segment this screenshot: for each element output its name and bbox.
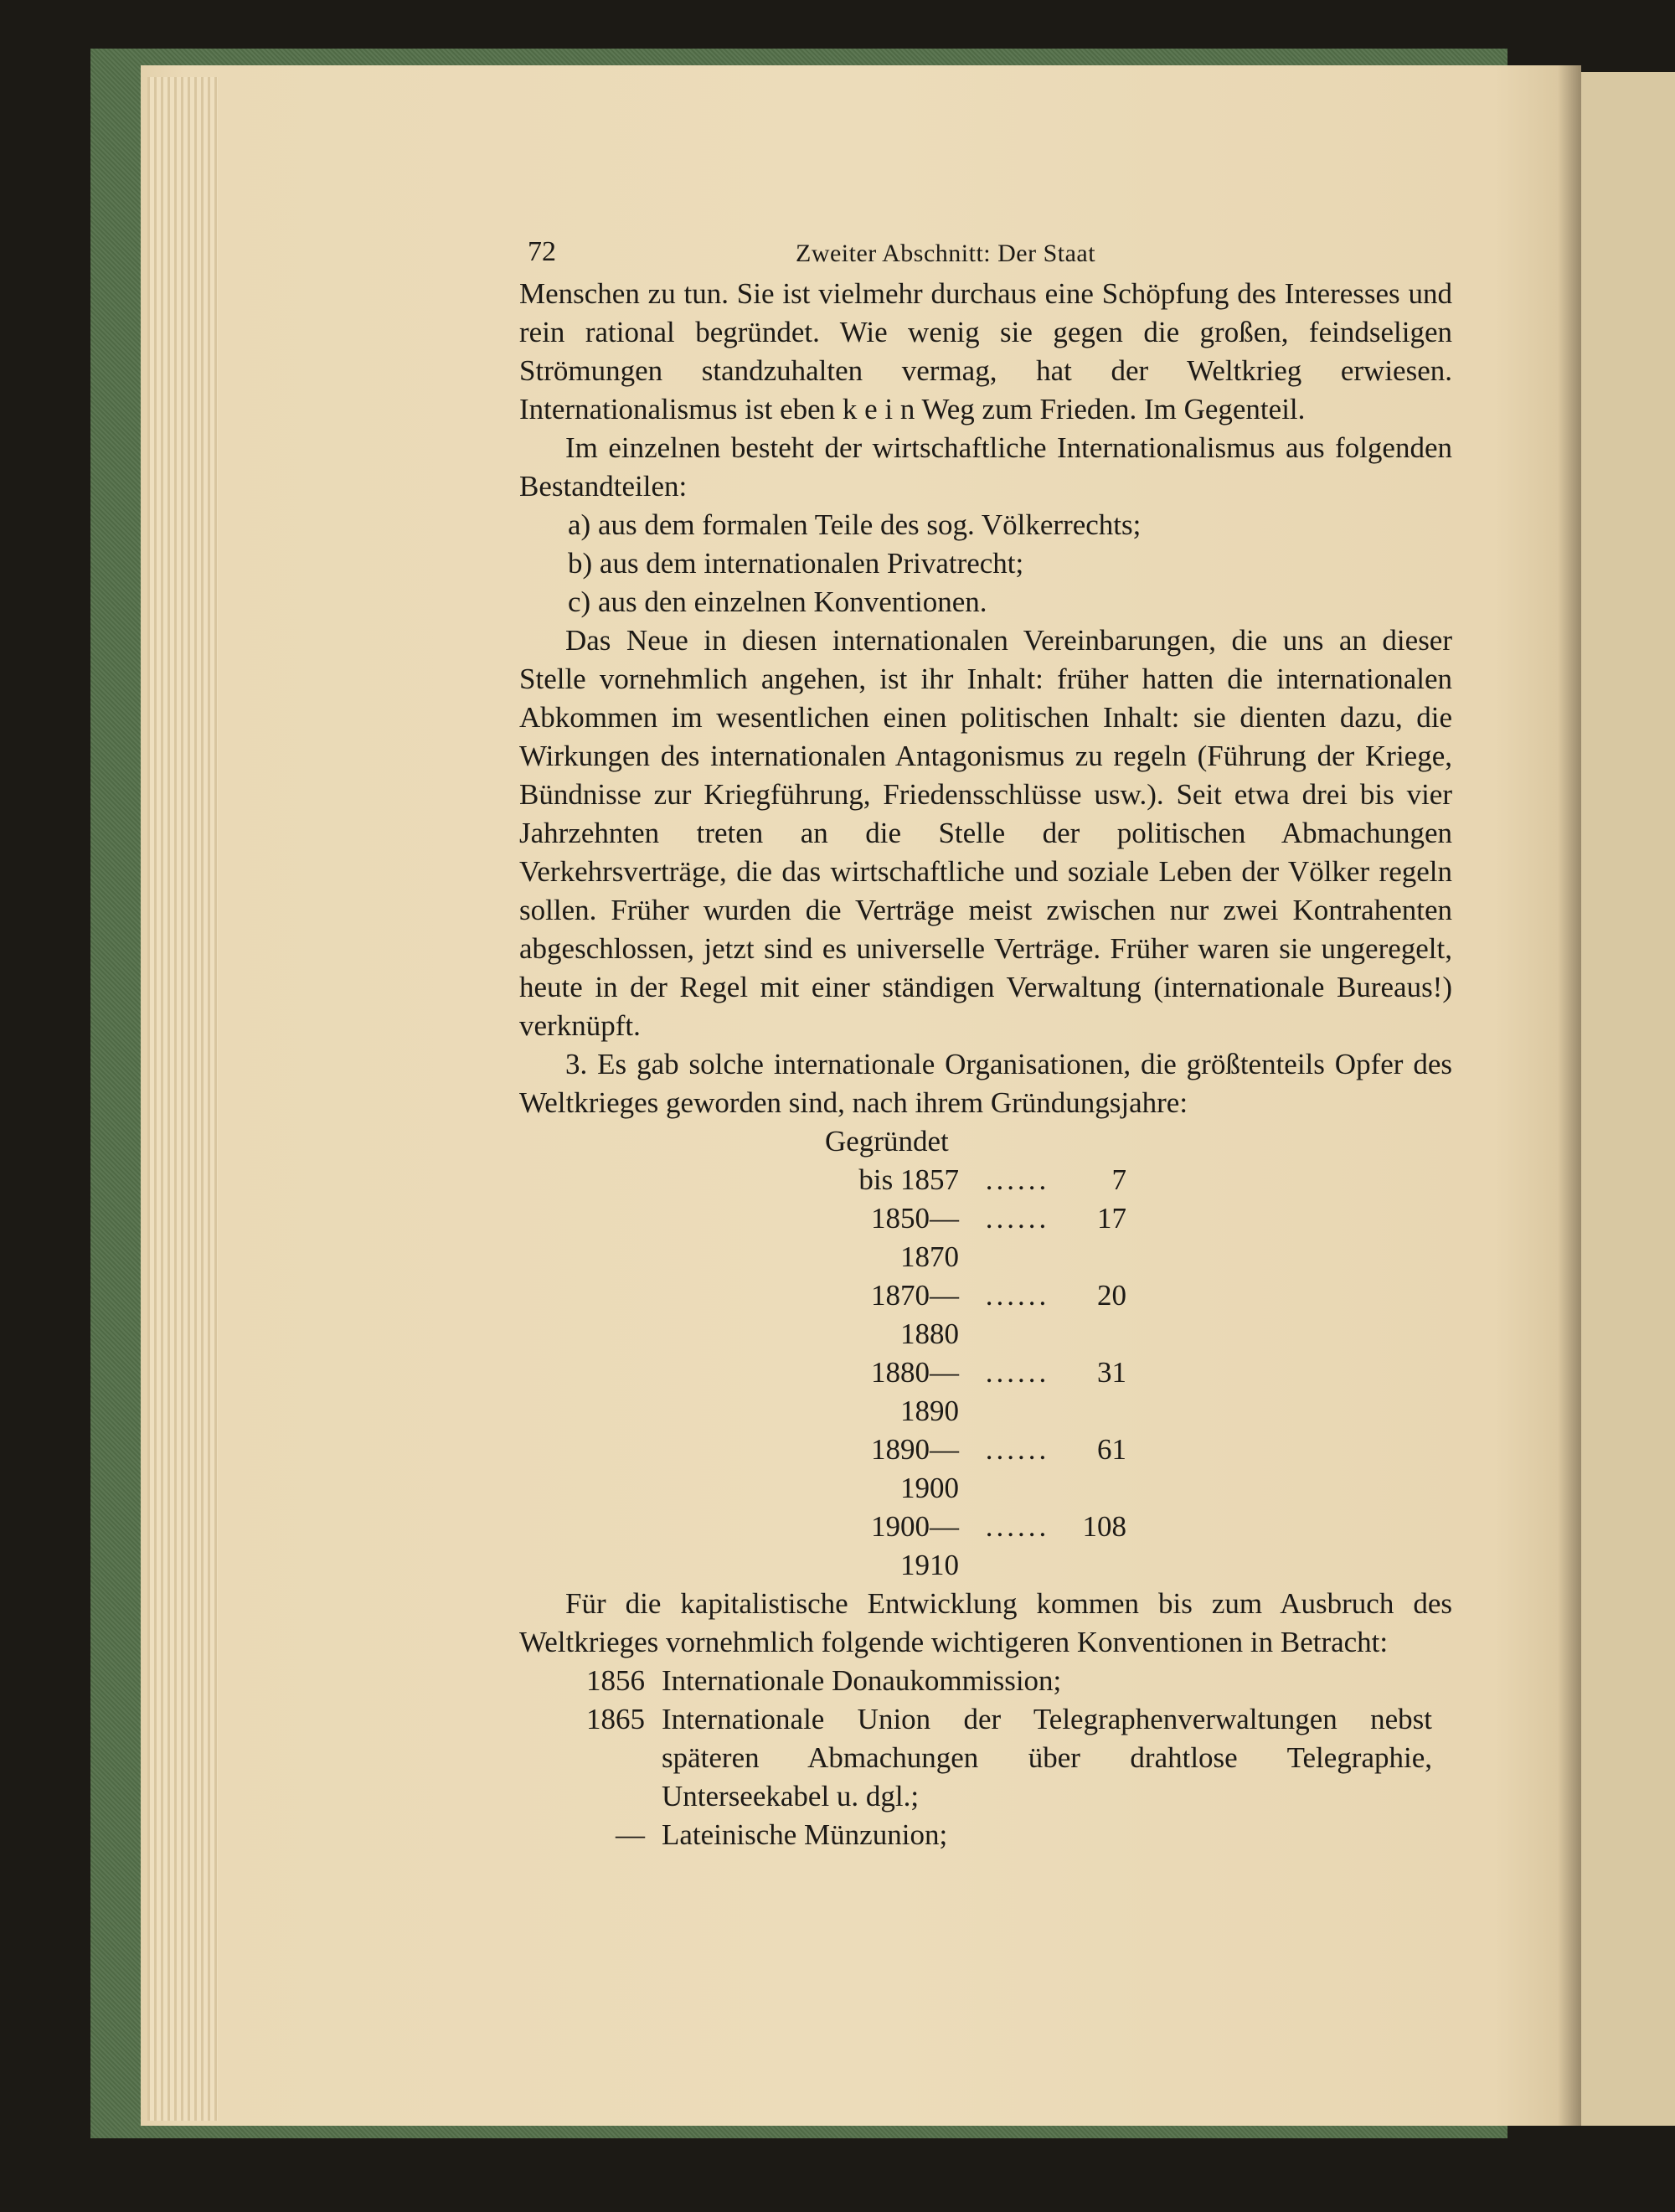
- leader-dots: ......: [985, 1433, 1050, 1466]
- convention-text: Lateinische Münzunion;: [662, 1818, 948, 1851]
- period-cell: 1890—1900: [871, 1433, 959, 1504]
- table-row: [817, 1431, 1452, 1508]
- list-item: [519, 1700, 1452, 1816]
- leader-dots: ......: [985, 1510, 1050, 1543]
- convention-text: Internationale Union der Telegraphenverwaltungen nebst späteren Abmachungen über drahtlose Telegraphie, Unterseekabel u. dgl.;: [662, 1703, 1432, 1812]
- convention-year: —: [616, 1818, 645, 1851]
- count-cell: 108: [1082, 1510, 1126, 1543]
- count-cell: 7: [1111, 1163, 1126, 1196]
- paragraph-agreements: Das Neue in diesen internationalen Vereinbarungen, die uns an dieser Stelle vornehmlich angehen, ist ihr Inhalt: früher hatten die internationalen Abkommen im wesentlichen einen politischen Inhalt: sie dienten dazu, die Wirkungen des internationalen Antagonismus zu regeln (Führung der Kriege, Bündnisse zur Kriegführung, Friedensschlüsse usw.). Seit etwa drei bis vier Jahrzehnten treten an die Stelle der politischen Abmachungen Verkehrsverträge, die das wirtschaftliche und soziale Leben der Völker regeln sollen. Früher wurden die Verträge meist zwischen nur zwei Kontrahenten abgeschlossen, jetzt sind es universelle Verträge. Früher waren sie ungeregelt, heute in der Regel mit einer ständigen Verwaltung (internationale Bureaus!) verknüpft.: [519, 624, 1452, 1042]
- page-gutter-shadow: [1558, 65, 1581, 2126]
- page-number: 72: [528, 236, 556, 267]
- table-row: [817, 1161, 1452, 1199]
- count-cell: 17: [1097, 1202, 1126, 1235]
- paragraph-organisations: 3. Es gab solche internationale Organisationen, die größtenteils Opfer des Weltkrieges geworden sind, nach ihrem Gründungsjahre:: [519, 1048, 1452, 1119]
- founding-table-heading: Gegründet: [825, 1125, 949, 1158]
- paragraph-continuation: Menschen zu tun. Sie ist vielmehr durchaus eine Schöpfung des Interesses und rein rational begründet. Wie wenig sie gegen die großen, feindseligen Strömungen standzuhalten vermag, hat der Weltkrieg erwiesen. Internationalismus ist eben k e i n Weg zum Frieden. Im Gegenteil.: [519, 277, 1452, 425]
- leader-dots: ......: [985, 1356, 1050, 1389]
- list-item: [519, 1816, 1452, 1854]
- period-cell: 1870—1880: [871, 1279, 959, 1350]
- list-item: b) aus dem internationalen Privatrecht;: [568, 547, 1024, 580]
- paragraph-components-intro: Im einzelnen besteht der wirtschaftliche Internationalismus aus folgenden Bestandteilen:: [519, 431, 1452, 503]
- period-cell: 1900—1910: [871, 1510, 959, 1581]
- count-cell: 61: [1097, 1433, 1126, 1466]
- running-title: Zweiter Abschnitt: Der Staat: [796, 240, 1096, 267]
- period-cell: 1880—1890: [871, 1356, 959, 1427]
- components-list: [519, 506, 1452, 621]
- list-item: a) aus dem formalen Teile des sog. Völkerrechts;: [568, 508, 1142, 541]
- founding-table: [817, 1122, 1452, 1585]
- table-row: [817, 1276, 1452, 1353]
- facing-page-edge: [1581, 72, 1675, 2126]
- leader-dots: ......: [985, 1202, 1050, 1235]
- conventions-list: [519, 1662, 1452, 1854]
- period-cell: 1850—1870: [871, 1202, 959, 1273]
- paragraph-conventions-intro: Für die kapitalistische Entwicklung kommen bis zum Ausbruch des Weltkrieges vornehmlich folgende wichtigeren Konventionen in Betracht:: [519, 1587, 1452, 1658]
- list-item: [519, 1662, 1452, 1700]
- leader-dots: ......: [985, 1279, 1050, 1312]
- page-text-block: [519, 226, 1452, 1854]
- convention-year: 1865: [586, 1703, 645, 1735]
- convention-year: 1856: [586, 1664, 645, 1697]
- leader-dots: ......: [985, 1163, 1050, 1196]
- convention-text: Internationale Donaukommission;: [662, 1664, 1062, 1697]
- count-cell: 20: [1097, 1279, 1126, 1312]
- table-row: [817, 1353, 1452, 1431]
- count-cell: 31: [1097, 1356, 1126, 1389]
- list-item: c) aus den einzelnen Konventionen.: [568, 585, 987, 618]
- page-edges: [147, 77, 218, 2121]
- table-row: [817, 1508, 1452, 1585]
- table-row: [817, 1199, 1452, 1276]
- running-header: [519, 226, 1452, 275]
- period-cell: bis 1857: [858, 1163, 959, 1196]
